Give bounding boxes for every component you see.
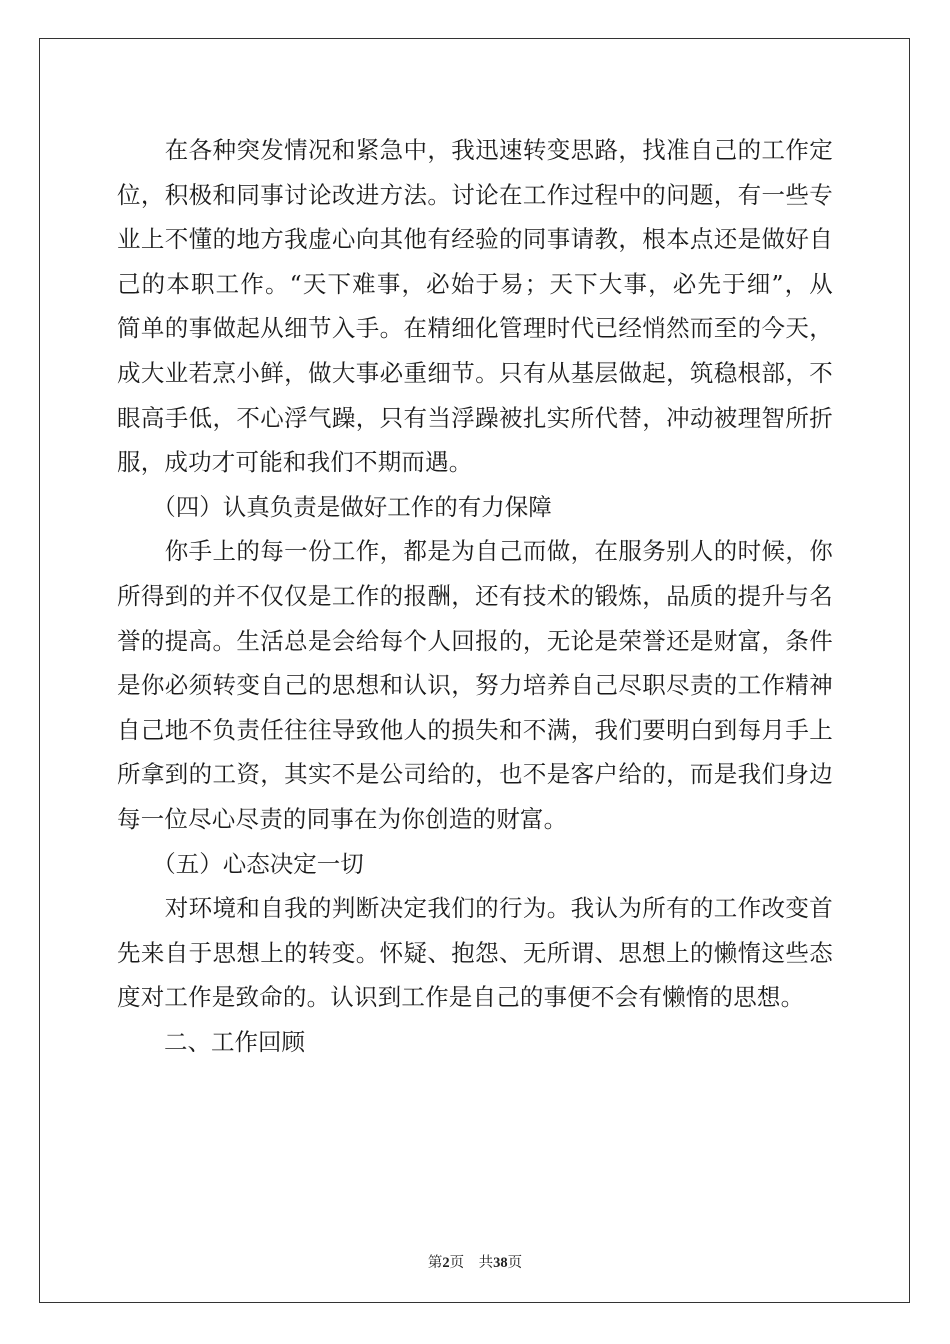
document-body	[117, 128, 833, 1064]
paragraph-1	[117, 128, 833, 485]
text-line: 在各种突发情况和紧急中，我迅速转变思路，找准自己的工作定	[117, 136, 833, 164]
text-line: 是你必须转变自己的思想和认识，努力培养自己尽职尽责的工作精神	[117, 671, 833, 700]
paragraph-4	[117, 529, 833, 841]
footer-prefix: 第	[427, 1255, 443, 1271]
text-line: 所得到的并不仅仅是工作的报酬，还有技术的锻炼，品质的提升与名	[117, 581, 833, 610]
text-line: 所拿到的工资，其实不是公司给的，也不是客户给的，而是我们身边	[117, 760, 833, 789]
text-line: 己的本职工作。“天下难事，必始于易；天下大事，必先于细”，从	[117, 269, 833, 298]
text-line: 自己地不负责任往往导致他人的损失和不满，我们要明白到每月手上	[117, 715, 833, 744]
text-line: 誉的提高。生活总是会给每个人回报的，无论是荣誉还是财富，条件	[117, 626, 833, 655]
text-line: 服，成功才可能和我们不期而遇。	[117, 448, 473, 477]
text-line: 简单的事做起从细节入手。在精细化管理时代已经悄然而至的今天，	[117, 314, 833, 343]
footer-suffix: 页	[507, 1255, 523, 1271]
text-line: 眼高手低，不心浮气躁，只有当浮躁被扎实所代替，冲动被理智所折	[117, 403, 833, 432]
text-line: 位，积极和同事讨论改进方法。讨论在工作过程中的问题，有一些专	[117, 180, 833, 209]
text-line: 度对工作是致命的。认识到工作是自己的事便不会有懒惰的思想。	[117, 983, 805, 1012]
footer-total-pages: 38	[493, 1255, 508, 1271]
text-line: 业上不懂的地方我虚心向其他有经验的同事请教，根本点还是做好自	[117, 225, 833, 254]
section-heading-5: （五）心态决定一切	[117, 849, 364, 878]
text-line: 先来自于思想上的转变。怀疑、抱怨、无所谓、思想上的懒惰这些态	[117, 938, 833, 967]
footer-mid: 页 共	[449, 1255, 494, 1271]
text-line: 你手上的每一份工作，都是为自己而做，在服务别人的时候，你	[117, 537, 833, 566]
text-line: 成大业若烹小鲜，做大事必重细节。只有从基层做起，筑稳根部，不	[117, 358, 833, 387]
footer-page-number: 2	[442, 1255, 450, 1271]
page-footer	[0, 1251, 950, 1272]
paragraph-5	[117, 886, 833, 1020]
section-heading-4: （四）认真负责是做好工作的有力保障	[117, 492, 552, 521]
section-heading-2: 二、工作回顾	[117, 1027, 305, 1056]
text-line: 对环境和自我的判断决定我们的行为。我认为所有的工作改变首	[117, 894, 833, 923]
text-line: 每一位尽心尽责的同事在为你创造的财富。	[117, 804, 568, 833]
